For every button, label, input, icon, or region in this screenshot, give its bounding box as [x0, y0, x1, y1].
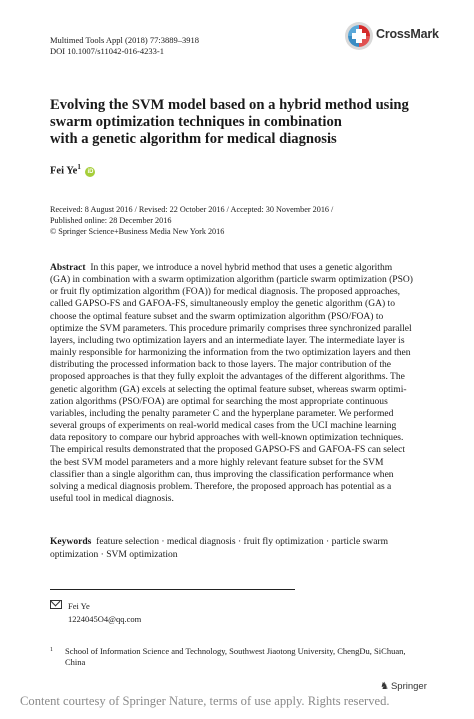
author-name[interactable]: Fei Ye: [50, 165, 78, 177]
abstract-line: variables, including the penalty parameter C and the hyperplane parameter. We performed: [50, 407, 394, 419]
orcid-icon[interactable]: iD: [87, 168, 94, 175]
crossmark-label: CrossMark: [376, 27, 439, 41]
footnote-divider: [50, 589, 295, 590]
abstract-line: zation algorithms (PSO/FOA) are optimal for searching the most appropriate continuous: [50, 395, 388, 407]
abstract-line: (GA) in combination with a swarm optimization algorithm (particle swarm optimization (PSO): [50, 274, 413, 286]
abstract-line: classifier than a single algorithm can, thus improving the classification performance when: [50, 468, 394, 480]
journal-citation: Multimed Tools Appl (2018) 77:3889–3918: [50, 35, 199, 45]
abstract-line: called GAPSO-FS and GAFOA-FS, simultaneously employ the genetic algorithm (GA) to: [50, 298, 395, 310]
abstract-line: choose the optimal feature subset and the swarm optimization algorithm (PSO/FOA) to: [50, 310, 384, 322]
affiliation-text: School of Information Science and Technology, Southwest Jiaotong University, ChengDu, SiChuan, China: [65, 646, 406, 667]
courtesy-notice: Content courtesy of Springer Nature, terms of use apply. Rights reserved.: [20, 694, 390, 708]
crossmark-badge[interactable]: [344, 21, 454, 53]
author-line: [50, 163, 95, 177]
title-line: with a genetic algorithm for medical diagnosis: [50, 131, 337, 147]
abstract-line: useful tool in medical diagnosis.: [50, 492, 174, 504]
abstract-line: proposed approaches is that they fully exploit the advantages of the different algorithms. The: [50, 371, 405, 383]
doi[interactable]: DOI 10.1007/s11042-016-4233-1: [50, 46, 164, 56]
crossmark-icon: [344, 21, 374, 51]
springer-logo: [380, 681, 427, 692]
abstract-heading: Abstract: [50, 262, 86, 273]
abstract-line: layers, including two optimization layers and an intermediate layer. The intermediate layer is: [50, 334, 405, 346]
correspondence: [50, 600, 141, 626]
paper-title: [50, 97, 440, 148]
abstract-line: optimize the SVM parameters. This procedure primarily comprises three synchronized parallel: [50, 322, 412, 334]
abstract-line: mainly responsible for harmonizing the information from the two optimization layers and then: [50, 347, 411, 359]
publisher-name: Springer: [390, 681, 427, 692]
history-line: Published online: 28 December 2016: [50, 215, 172, 225]
abstract-line: In this paper, we introduce a novel hybrid method that uses a genetic algorithm: [90, 262, 393, 273]
title-line: Evolving the SVM model based on a hybrid method using: [50, 97, 409, 113]
keywords: [50, 536, 424, 561]
keywords-line: optimization · SVM optimization: [50, 548, 178, 560]
abstract-line: distributing the processed information back to those layers. The major contribution of the: [50, 359, 392, 371]
abstract-line: solving a medical diagnosis problem. Therefore, the proposed approach has potential as a: [50, 480, 392, 492]
abstract-line: The empirical results demonstrated that the proposed GAPSO-FS and GAFOA-FS can select: [50, 444, 406, 456]
abstract-line: several groups of experiments on real-world medical cases from the UCI machine learning: [50, 420, 397, 432]
affiliation-mark: 1: [77, 163, 81, 171]
email-link[interactable]: 1224045O4@qq.com: [68, 614, 142, 624]
abstract-line: data repository to compare our hybrid approaches with well-known optimization techniques.: [50, 432, 404, 444]
keywords-heading: Keywords: [50, 536, 92, 547]
copyright-line: © Springer Science+Business Media New York 2016: [50, 226, 225, 236]
abstract-line: the best SVM model parameters and a more highly relevant feature subset for the SVM: [50, 456, 384, 468]
article-history: [50, 205, 333, 237]
abstract-line: or fruit fly optimization algorithm (FOA)) for medical diagnosis. The proposed approaches,: [50, 286, 401, 298]
corresponding-author: Fei Ye: [68, 601, 90, 611]
keywords-line: feature selection · medical diagnosis · fruit fly optimization · particle swarm: [96, 536, 389, 547]
title-line: swarm optimization techniques in combination: [50, 114, 342, 130]
abstract: [50, 262, 424, 505]
springer-horse-icon: ♞: [380, 681, 389, 692]
envelope-icon: [50, 600, 62, 609]
affiliation-number: 1: [50, 647, 53, 653]
history-line: Received: 8 August 2016 / Revised: 22 October 2016 / Accepted: 30 November 2016 /: [50, 205, 334, 214]
abstract-line: genetic algorithm (GA) excels at selecting the optimal feature subset, whereas swarm optimi-: [50, 383, 407, 395]
